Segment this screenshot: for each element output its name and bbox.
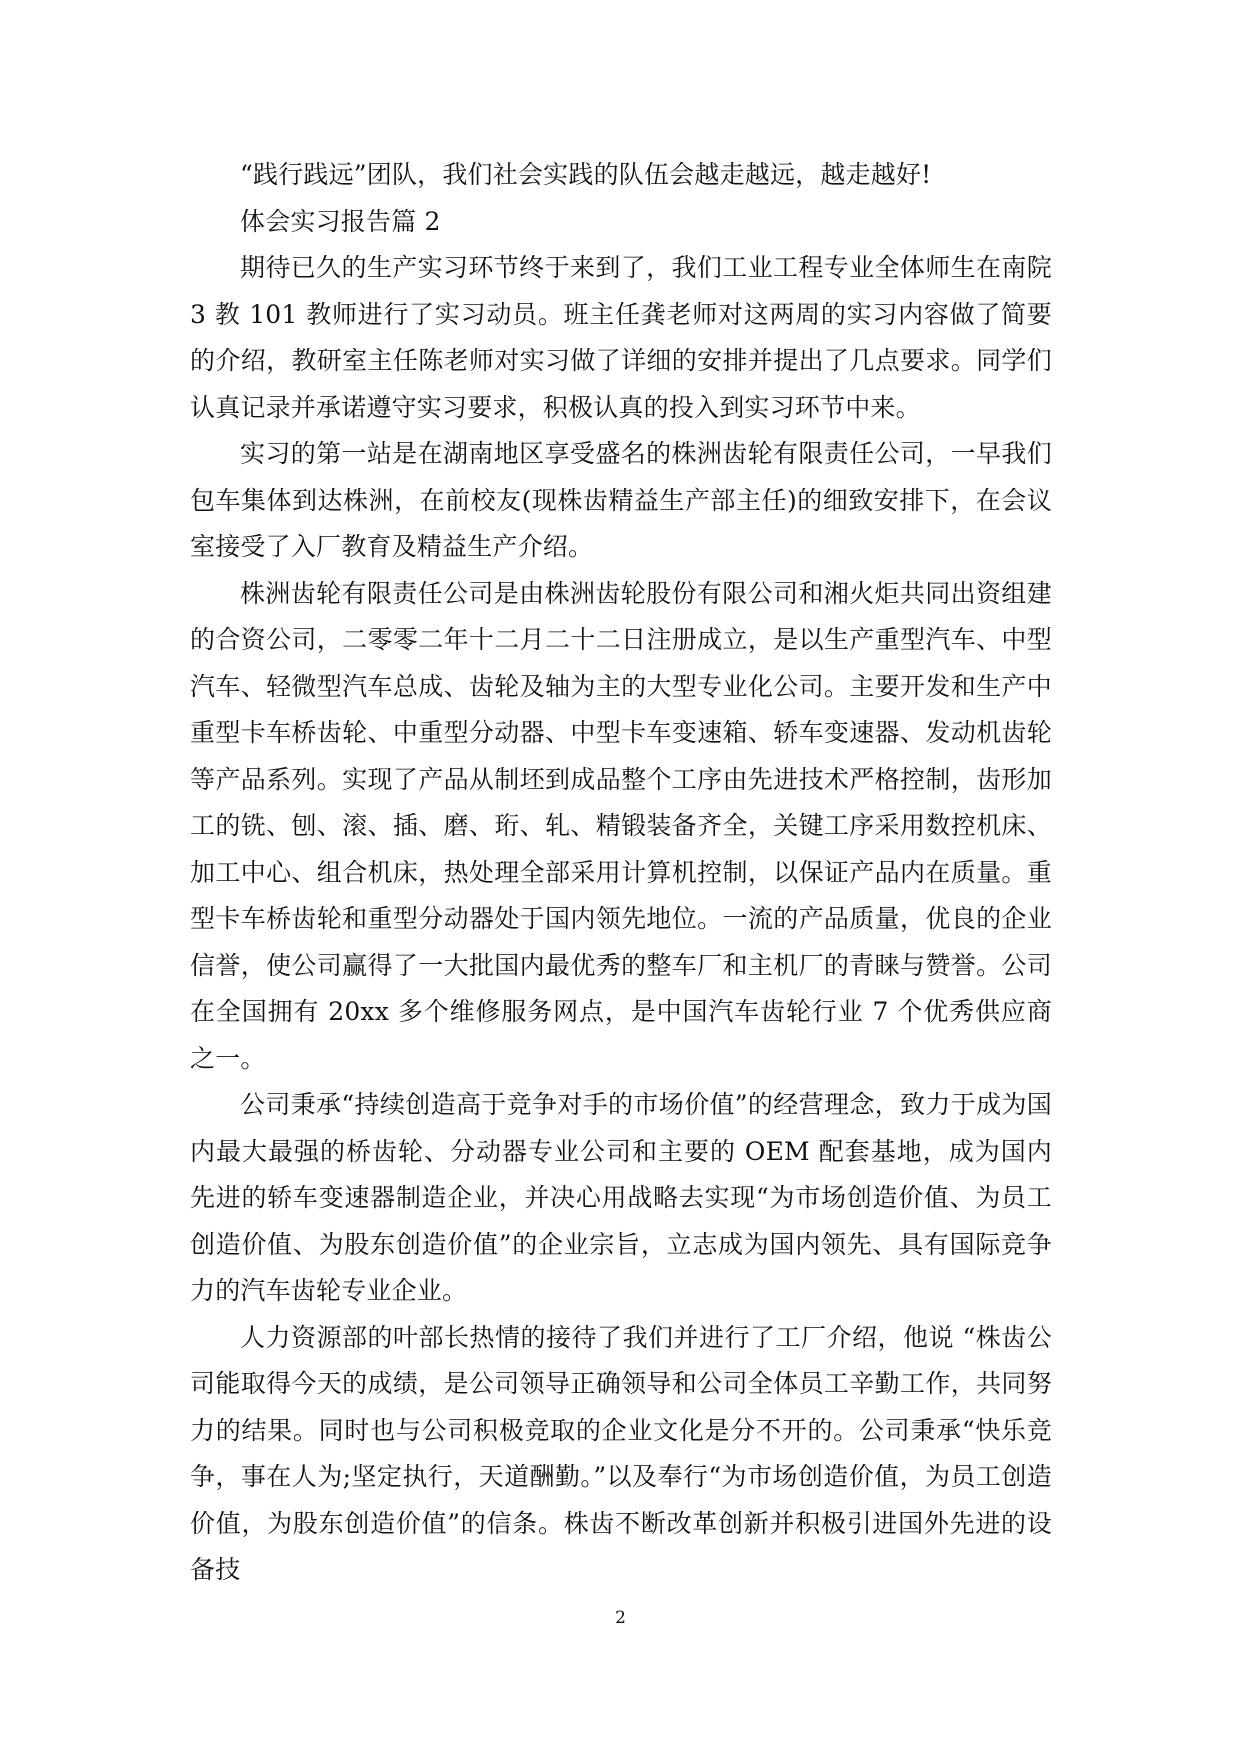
paragraph-company-intro: 株洲齿轮有限责任公司是由株洲齿轮股份有限公司和湘火炬共同出资组建的合资公司，二零零二年十二月二十二日注册成立，是以生产重型汽车、中型汽车、轻微型汽车总成、齿轮及轴为主的大型专业化公司。主要开发和生产中重型卡车桥齿轮、中重型分动器、中型卡车变速箱、轿车变速器、发动机齿轮等产品系列。实现了产品从制坯到成品整个工序由先进技术严格控制，齿形加工的铣、刨、滚、插、磨、珩、轧、精锻装备齐全，关键工序采用数控机床、加工中心、组合机床，热处理全部采用计算机控制，以保证产品内在质量。重型卡车桥齿轮和重型分动器处于国内领先地位。一流的产品质量，优良的企业信誉，使公司赢得了一大批国内最优秀的整车厂和主机厂的青睐与赞誉。公司在全国拥有 20xx 多个维修服务网点，是中国汽车齿轮行业 7 个优秀供应商之一。 xyxy=(190,578,1052,1073)
paragraph-continuation: “践行践远”团队，我们社会实践的队伍会越走越远，越走越好! xyxy=(240,160,932,189)
paragraph-hr-welcome: 人力资源部的叶部长热情的接待了我们并进行了工厂介绍，他说 “株齿公司能取得今天的成绩，是公司领导正确领导和公司全体员工辛勤工作，共同努力的结果。同时也与公司积极竞取的企业文化是分不开的。公司秉承“快乐竞争，事在人为;坚定执行，天道酬勤。”以及奉行“为市场创造价值，为员工创造价值，为股东创造价值”的信条。株齿不断改革创新并积极引进国外先进的设备技 xyxy=(190,1322,1052,1584)
paragraph-company-philosophy: 公司秉承“持续创造高于竞争对手的市场价值”的经营理念，致力于成为国内最大最强的桥齿轮、分动器专业公司和主要的 OEM 配套基地，成为国内先进的轿车变速器制造企业，并决心用战略去实现“为市场创造价值、为员工创造价值、为股东创造价值”的企业宗旨，立志成为国内领先、具有国际竞争力的汽车齿轮专业企业。 xyxy=(190,1090,1052,1305)
section-heading: 体会实习报告篇 2 xyxy=(240,206,441,236)
paragraph-mobilization: 期待已久的生产实习环节终于来到了，我们工业工程专业全体师生在南院 3 教 101 教师进行了实习动员。班主任龚老师对这两周的实习内容做了简要的介绍，教研室主任陈老师对实习做了详细的安排并提出了几点要求。同学们认真记录并承诺遵守实习要求，积极认真的投入到实习环节中来。 xyxy=(190,253,1052,422)
paragraph-first-stop: 实习的第一站是在湖南地区享受盛名的株洲齿轮有限责任公司，一早我们包车集体到达株洲，在前校友(现株齿精益生产部主任)的细致安排下，在会议室接受了入厂教育及精益生产介绍。 xyxy=(190,439,1052,561)
document-body xyxy=(190,152,1052,1594)
page-number: 2 xyxy=(615,1608,626,1628)
